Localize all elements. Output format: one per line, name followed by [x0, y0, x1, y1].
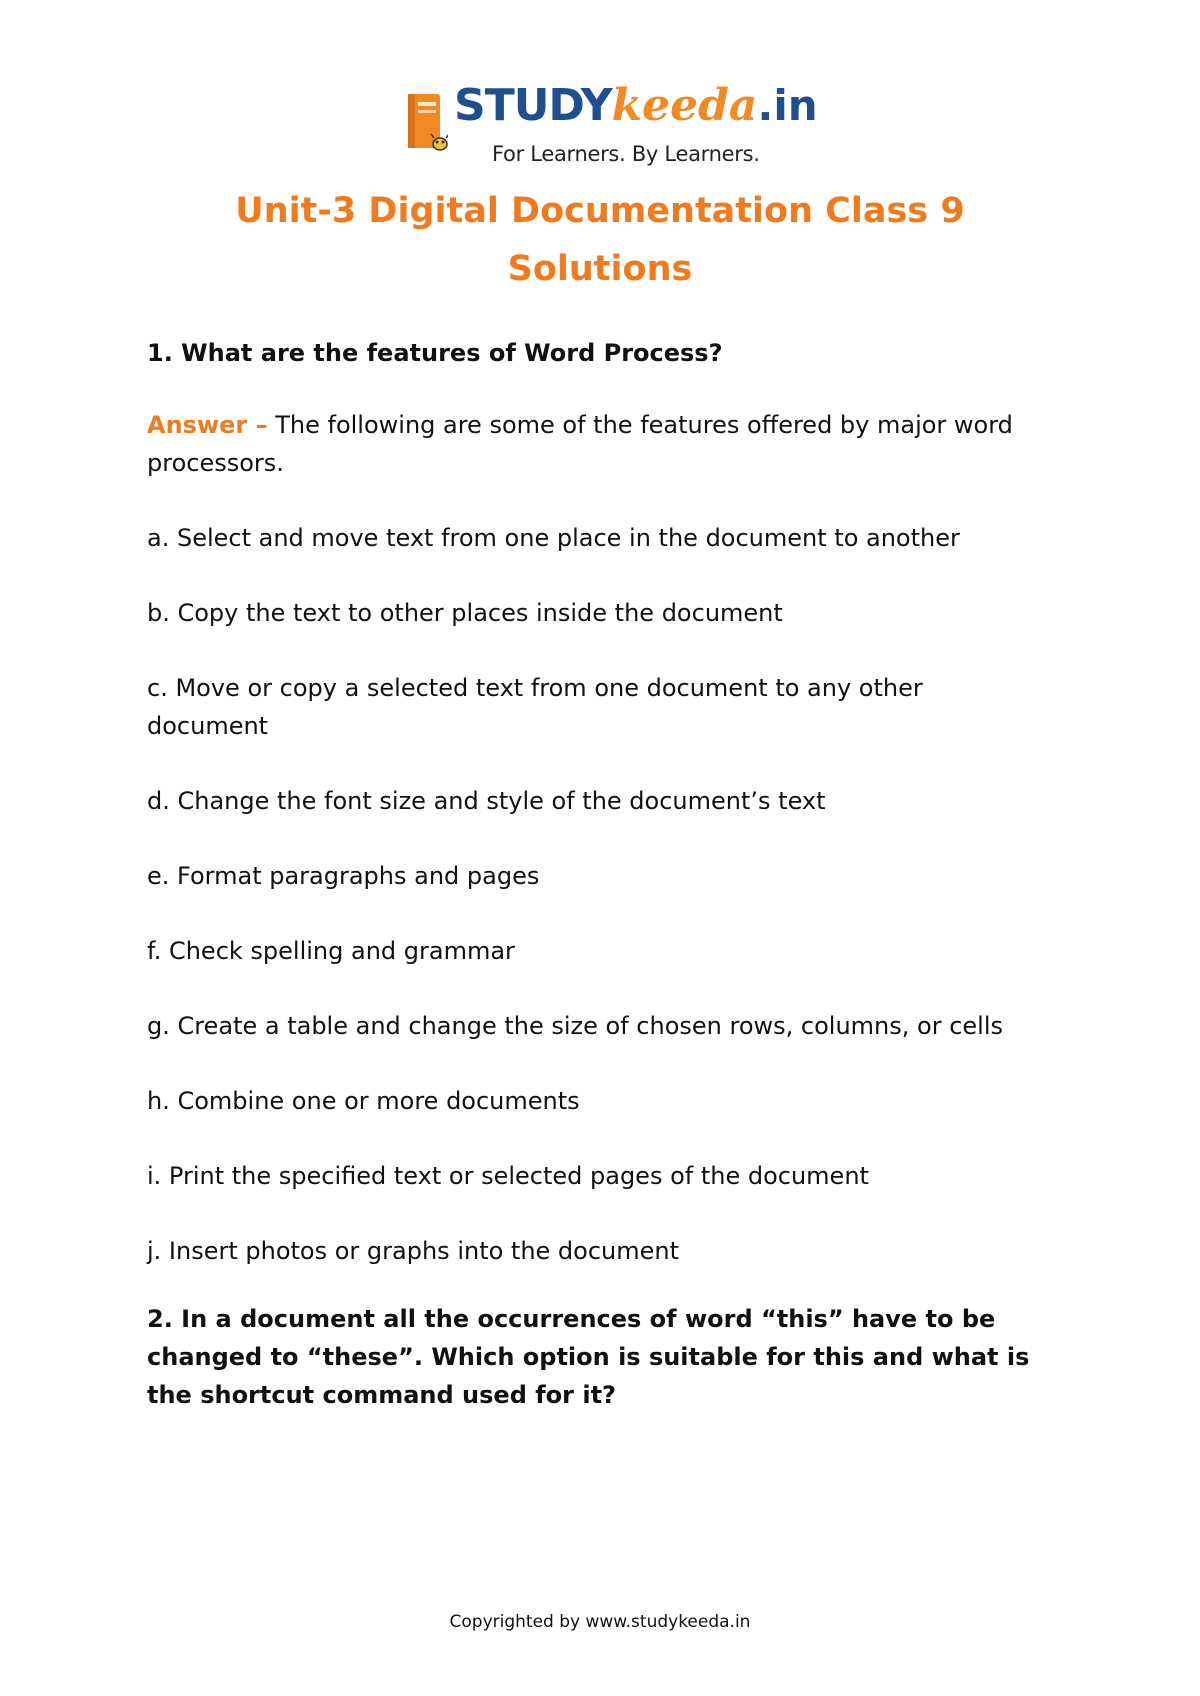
- question-1: 1. What are the features of Word Process?: [147, 339, 723, 367]
- title-line-2: Solutions: [507, 249, 693, 289]
- list-item: b. Copy the text to other places inside the document: [147, 599, 783, 627]
- list-item: g. Create a table and change the size of chosen rows, columns, or cells: [147, 1012, 1003, 1040]
- footer-copyright: Copyrighted by www.studykeeda.in: [449, 1612, 751, 1632]
- list-item: f. Check spelling and grammar: [147, 937, 515, 965]
- list-item: c. Move or copy a selected text from one document to any other document: [147, 674, 923, 740]
- list-item: j. Insert photos or graphs into the document: [147, 1237, 680, 1265]
- list-item: e. Format paragraphs and pages: [147, 862, 540, 890]
- question-2: 2. In a document all the occurrences of word “this” have to be changed to “these”. Which option is suitable for this and what is the shortcut command used for it?: [147, 1305, 1030, 1409]
- document-body: [147, 334, 1077, 1414]
- logo-study-text: STUDY: [454, 80, 612, 131]
- logo-keeda-text: keeda: [611, 80, 758, 131]
- answer-text: The following are some of the features offered by major word processors.: [147, 411, 1013, 477]
- logo-domain-suffix: .in: [757, 81, 818, 130]
- logo-tagline: For Learners. By Learners.: [492, 142, 760, 166]
- answer-label: Answer –: [147, 411, 268, 439]
- book-icon: [404, 92, 448, 158]
- list-item: h. Combine one or more documents: [147, 1087, 580, 1115]
- list-item: a. Select and move text from one place in the document to another: [147, 524, 960, 552]
- list-item: i. Print the specified text or selected pages of the document: [147, 1162, 869, 1190]
- title-line-1: Unit-3 Digital Documentation Class 9: [235, 191, 965, 231]
- brand-logo: [404, 80, 818, 174]
- answer-1: [147, 406, 1077, 482]
- logo-wordmark: [454, 80, 818, 131]
- list-item: d. Change the font size and style of the document’s text: [147, 787, 826, 815]
- page-title: [120, 182, 1080, 298]
